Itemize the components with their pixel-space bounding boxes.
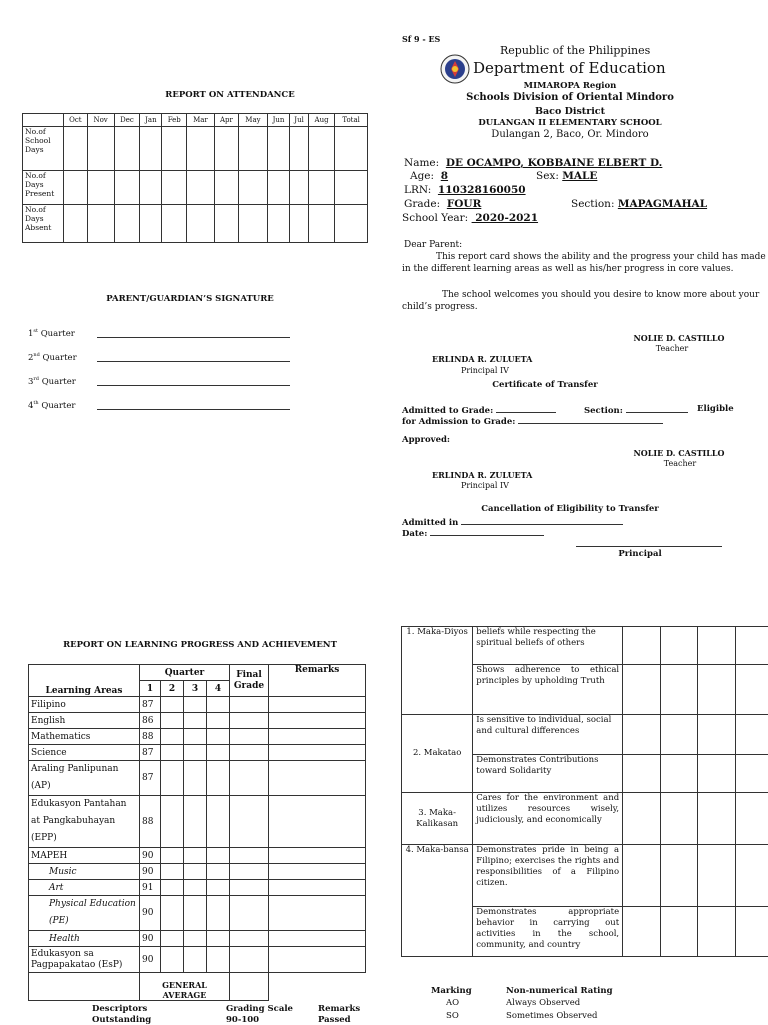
table-row	[29, 713, 366, 729]
eligible-grade-row: for Admission to Grade:	[402, 415, 663, 427]
district-text: Baco District	[535, 106, 605, 117]
month-header: May	[239, 114, 268, 127]
month-header: Mar	[187, 114, 215, 127]
student-lrn: 110328160050	[437, 184, 526, 196]
admitted-grade-line[interactable]	[496, 404, 556, 413]
marking-header: Marking	[431, 986, 472, 996]
month-header: Jun	[267, 114, 290, 127]
table-row	[29, 864, 366, 880]
school-address: Dulangan 2, Baco, Or. Mindoro	[491, 129, 649, 140]
attendance-title: REPORT ON ATTENDANCE	[165, 90, 295, 100]
month-header: Oct	[64, 114, 88, 127]
division-text: Schools Division of Oriental Mindoro	[466, 92, 674, 103]
student-grade: FOUR	[446, 198, 482, 210]
school-name: DULANGAN II ELEMENTARY SCHOOL	[478, 118, 662, 128]
student-sex-row: Sex: MALE	[536, 170, 598, 182]
month-header: Dec	[114, 114, 140, 127]
q1-grade: 86	[140, 713, 161, 729]
department-title: Department of Education	[473, 59, 666, 77]
cancellation-title: Cancellation of Eligibility to Transfer	[481, 504, 659, 514]
form-code: Sf 9 - ES	[402, 34, 441, 44]
q1-grade: 90	[140, 947, 161, 973]
admitted-in-row: Admitted in	[402, 516, 623, 528]
general-average-label: GENERAL AVERAGE	[140, 973, 230, 1001]
letter-salutation: Dear Parent:	[404, 240, 463, 250]
table-row	[29, 848, 366, 864]
table-row	[29, 796, 366, 848]
student-grade-row: Grade: FOUR	[404, 198, 482, 210]
descriptors-header: Descriptors	[92, 1004, 148, 1014]
student-sex: MALE	[562, 170, 598, 182]
principal-name: ERLINDA R. ZULUETA	[432, 354, 533, 364]
core-value-label: 4. Maka-bansa	[402, 845, 473, 957]
student-name: DE OCAMPO, KOBBAINE ELBERT D.	[445, 157, 663, 169]
subject-name: Art	[29, 880, 140, 896]
month-header: Jul	[290, 114, 309, 127]
parent-signature-title: PARENT/GUARDIAN’S SIGNATURE	[106, 294, 274, 304]
subject-name: Physical Education (PE)	[29, 896, 140, 931]
table-row	[29, 697, 366, 713]
principal-label: Principal	[618, 549, 662, 559]
q1-grade: 88	[140, 729, 161, 745]
core-value-label: 3. Maka-Kalikasan	[402, 793, 473, 845]
teacher-name: NOLIE D. CASTILLO	[633, 448, 725, 458]
eligible-grade-line[interactable]	[518, 415, 663, 424]
subject-name: Edukasyon Pantahan at Pangkabuhayan (EPP)	[29, 796, 140, 848]
region-text: MIMAROPA Region	[523, 81, 617, 91]
subject-name: English	[29, 713, 140, 729]
quarter-header: Quarter	[140, 665, 230, 681]
q1-grade: 90	[140, 864, 161, 880]
attendance-row-label: No.of Days Present	[23, 171, 64, 205]
q1-grade: 90	[140, 896, 161, 931]
deped-seal-icon	[440, 54, 470, 84]
subject-name: Mathematics	[29, 729, 140, 745]
final-grade-header: Final Grade	[230, 665, 269, 697]
remarks-value: Passed	[318, 1015, 351, 1025]
principal-signature-line[interactable]	[576, 538, 722, 547]
section-line[interactable]	[626, 404, 688, 413]
table-row	[29, 761, 366, 796]
grading-scale-header: Grading Scale	[226, 1004, 293, 1014]
behavior-statement: Is sensitive to individual, social and cultural differences	[473, 715, 623, 755]
grading-scale-value: 90-100	[226, 1015, 260, 1025]
admitted-grade-row: Admitted to Grade:	[402, 404, 556, 416]
month-header: Aug	[308, 114, 334, 127]
letter-paragraph: The school welcomes you should you desire to know more about your child’s progress.	[402, 290, 760, 312]
student-section: MAPAGMAHAL	[617, 198, 708, 210]
grades-table	[28, 664, 366, 1001]
teacher-name: NOLIE D. CASTILLO	[633, 333, 725, 343]
date-line[interactable]	[430, 527, 544, 536]
table-row	[29, 745, 366, 761]
marking-code: SO	[446, 1011, 459, 1021]
quarter-signature-row: 4th Quarter	[28, 400, 76, 411]
quarter-number: 3	[184, 681, 207, 697]
quarter-number: 2	[161, 681, 184, 697]
learning-areas-header: Learning Areas	[29, 665, 140, 697]
q1-grade: 87	[140, 697, 161, 713]
progress-title: REPORT ON LEARNING PROGRESS AND ACHIEVEMENT	[63, 640, 337, 650]
subject-name: Filipino	[29, 697, 140, 713]
core-value-label: 2. Makatao	[402, 715, 473, 793]
quarter-signature-line[interactable]	[97, 400, 290, 410]
subject-name: Health	[29, 931, 140, 947]
section-row: Section:	[584, 404, 688, 416]
behavior-statement: Demonstrates appropriate behavior in carrying out activities in the school, community, and country	[473, 907, 623, 957]
attendance-row-label: No.of School Days	[23, 127, 64, 171]
student-sy-row: School Year: 2020-2021	[402, 212, 539, 224]
table-row	[29, 973, 366, 1001]
behavior-statement: Demonstrates Contributions toward Solidarity	[473, 755, 623, 793]
table-row	[29, 880, 366, 896]
republic-text: Republic of the Philippines	[500, 44, 651, 57]
subject-name: Edukasyon sa Pagpapakatao (EsP)	[29, 947, 140, 973]
behavior-statement: Demonstrates pride in being a Filipino; exercises the rights and responsibilities of a Filipino citizen.	[473, 845, 623, 907]
subject-name: Science	[29, 745, 140, 761]
marking-code: AO	[446, 998, 460, 1008]
principal-name: ERLINDA R. ZULUETA	[432, 470, 533, 480]
q1-grade: 90	[140, 931, 161, 947]
student-name-row: Name: DE OCAMPO, KOBBAINE ELBERT D.	[404, 157, 663, 169]
principal-title: Principal IV	[461, 481, 509, 490]
quarter-signature-line[interactable]	[97, 352, 290, 362]
q1-grade: 87	[140, 745, 161, 761]
behavior-statement: Cares for the environment and utilizes resources wisely, judiciously, and economically	[473, 793, 623, 845]
student-age: 8	[440, 170, 449, 182]
descriptor-value: Outstanding	[92, 1015, 152, 1025]
behavior-statement: Shows adherence to ethical principles by upholding Truth	[473, 665, 623, 715]
core-values-table	[401, 626, 768, 957]
principal-title: Principal IV	[461, 366, 509, 375]
marking-description: Sometimes Observed	[506, 1011, 598, 1021]
quarter-number: 1	[140, 681, 161, 697]
subject-name: MAPEH	[29, 848, 140, 864]
marking-description: Always Observed	[506, 998, 581, 1008]
attendance-row-label: No.of Days Absent	[23, 205, 64, 243]
q1-grade: 88	[140, 796, 161, 848]
month-header: Apr	[214, 114, 238, 127]
quarter-signature-row: 2nd Quarter	[28, 352, 77, 363]
quarter-signature-row: 3rd Quarter	[28, 376, 76, 387]
teacher-title: Teacher	[655, 344, 689, 353]
table-row	[29, 896, 366, 931]
q1-grade: 90	[140, 848, 161, 864]
q1-grade: 91	[140, 880, 161, 896]
rating-header: Non-numerical Rating	[506, 986, 613, 996]
certificate-title: Certificate of Transfer	[492, 380, 598, 390]
q1-grade: 87	[140, 761, 161, 796]
eligible-text: Eligible	[697, 404, 734, 414]
quarter-number: 4	[207, 681, 230, 697]
month-header: Jan	[140, 114, 162, 127]
month-header: Nov	[87, 114, 114, 127]
student-school-year: 2020-2021	[471, 212, 539, 224]
teacher-title: Teacher	[663, 459, 697, 468]
quarter-signature-line[interactable]	[97, 328, 290, 338]
student-section-row: Section: MAPAGMAHAL	[571, 198, 708, 210]
table-row	[29, 947, 366, 973]
table-row	[29, 931, 366, 947]
attendance-table	[22, 113, 368, 243]
date-row: Date:	[402, 527, 544, 539]
month-header: Total	[335, 114, 368, 127]
quarter-signature-row: 1st Quarter	[28, 328, 75, 339]
student-lrn-row: LRN: 110328160050	[404, 184, 526, 196]
admitted-in-line[interactable]	[461, 516, 623, 525]
quarter-signature-line[interactable]	[97, 376, 290, 386]
attendance-corner	[23, 114, 64, 127]
subject-name: Music	[29, 864, 140, 880]
approved-text: Approved:	[402, 435, 451, 445]
student-age-row: Age: 8	[410, 170, 449, 182]
table-row	[29, 729, 366, 745]
behavior-statement: beliefs while respecting the spiritual beliefs of others	[473, 627, 623, 665]
remarks-header: Remarks	[269, 665, 366, 697]
core-value-label: 1. Maka-Diyos	[402, 627, 473, 715]
remarks-header: Remarks	[318, 1004, 361, 1014]
letter-paragraph: This report card shows the ability and the progress your child has made in the different learning areas as well as his/her progress in core values.	[402, 252, 766, 274]
subject-name: Araling Panlipunan (AP)	[29, 761, 140, 796]
month-header: Feb	[162, 114, 187, 127]
